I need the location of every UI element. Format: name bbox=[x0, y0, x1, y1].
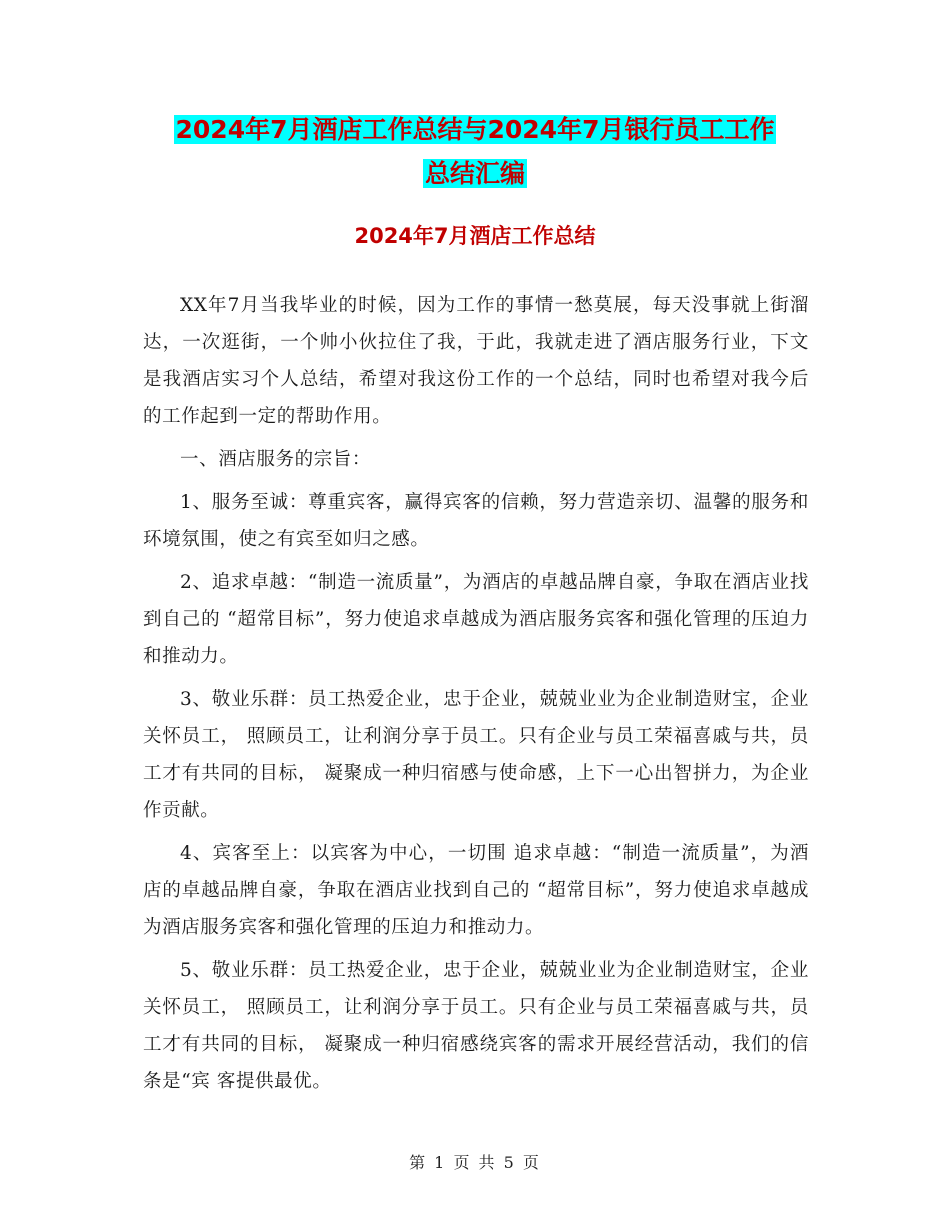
paragraph-item-4: 4、宾客至上：以宾客为中心，一切围 追求卓越：“制造一流质量”，为酒店的卓越品牌自豪，争取在酒店业找到自己的 “超常目标”，努力使追求卓越成为酒店服务宾客和强化管理的压迫力和推动力。 bbox=[143, 843, 809, 938]
document-title-line-1: 2024年7月酒店工作总结与2024年7月银行员工工作 bbox=[175, 115, 775, 144]
document-title bbox=[140, 108, 810, 196]
page-footer: 第 1 页 共 5 页 bbox=[409, 1153, 541, 1172]
paragraph-item-3: 3、敬业乐群：员工热爱企业，忠于企业，兢兢业业为企业制造财宝，企业关怀员工， 照顾员工，让利润分享于员工。只有企业与员工荣福喜戚与共，员工才有共同的目标， 凝聚成一种归宿感与使命感，上下一心出智拼力，为企业作贡献。 bbox=[143, 689, 809, 821]
document-title-line-2: 总结汇编 bbox=[424, 159, 525, 188]
paragraph-item-2: 2、追求卓越：“制造一流质量”，为酒店的卓越品牌自豪，争取在酒店业找到自己的 “超常目标”，努力使追求卓越成为酒店服务宾客和强化管理的压迫力和推动力。 bbox=[143, 572, 809, 667]
section-title: 2024年7月酒店工作总结 bbox=[354, 224, 596, 248]
paragraph-item-1: 1、服务至诚：尊重宾客，赢得宾客的信赖，努力营造亲切、温馨的服务和环境氛围，使之有宾至如归之感。 bbox=[143, 492, 809, 550]
paragraph-item-5: 5、敬业乐群：员工热爱企业，忠于企业，兢兢业业为企业制造财宝，企业关怀员工， 照顾员工，让利润分享于员工。只有企业与员工荣福喜戚与共，员工才有共同的目标， 凝聚成一种归宿感绕宾客的需求开展经营活动，我们的信条是“宾 客提供最优。 bbox=[143, 960, 809, 1092]
paragraph-intro: XX年7月当我毕业的时候，因为工作的事情一愁莫展，每天没事就上街溜达，一次逛街，一个帅小伙拉住了我，于此，我就走进了酒店服务行业，下文是我酒店实习个人总结，希望对我这份工作的一个总结，同时也希望对我今后的工作起到一定的帮助作用。 bbox=[143, 295, 809, 427]
document-body bbox=[143, 287, 809, 1106]
paragraph-heading-purpose: 一、酒店服务的宗旨： bbox=[180, 449, 372, 470]
